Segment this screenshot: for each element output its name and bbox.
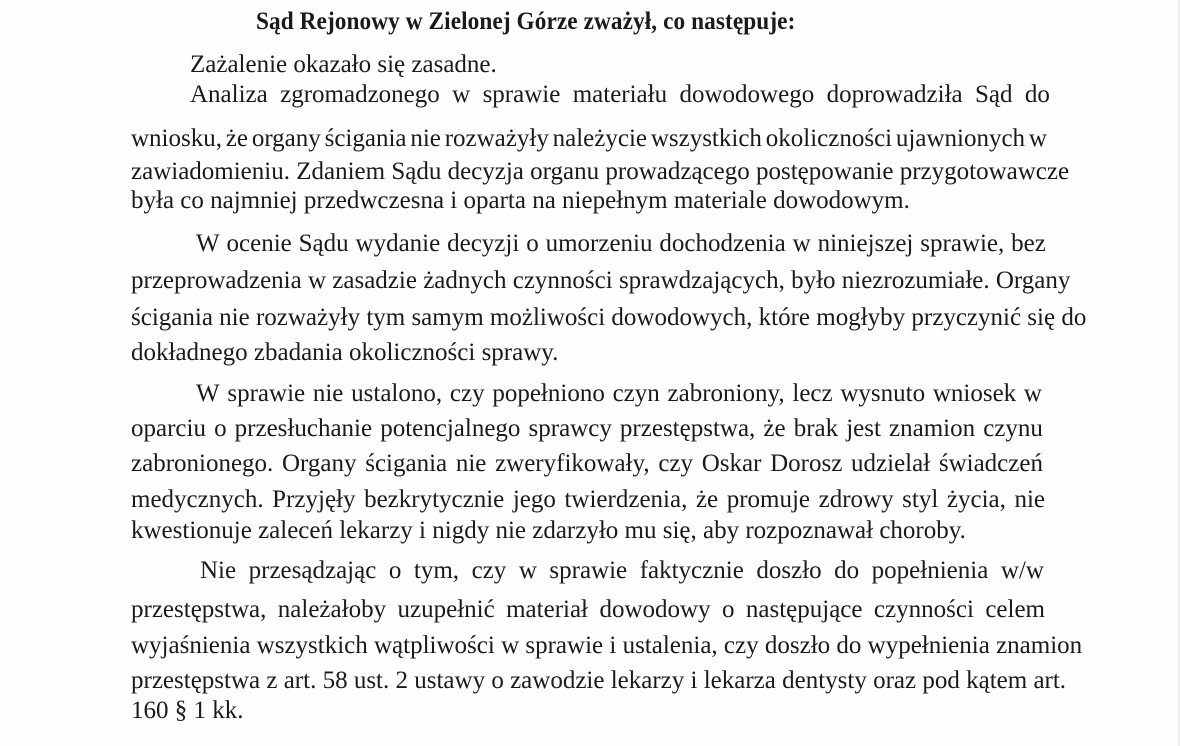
text-line: Nie przesądzając o tym, czy w sprawie faktycznie doszło do popełnienia w/w <box>200 557 1044 584</box>
text-line: przeprowadzenia w zasadzie żadnych czynności sprawdzających, było niezrozumiałe. Organy <box>131 267 1071 294</box>
text-line: zawiadomieniu. Zdaniem Sądu decyzja organu prowadzącego postępowanie przygotowawcze <box>131 158 1070 185</box>
text-line: Zażalenie okazało się zasadne. <box>190 51 497 78</box>
text-line: W sprawie nie ustalono, czy popełniono czyn zabroniony, lecz wysnuto wniosek w <box>196 380 1042 407</box>
text-line: oparciu o przesłuchanie potencjalnego sprawcy przestępstwa, że brak jest znamion czynu <box>131 415 1043 442</box>
text-line: ścigania nie rozważyły tym samym możliwości dowodowych, które mogłyby przyczynić się do <box>131 304 1087 331</box>
text-line: była co najmniej przedwczesna i oparta na niepełnym materiale dowodowym. <box>131 187 910 214</box>
text-line: 160 § 1 kk. <box>131 697 244 724</box>
text-line: wniosku, że organy ścigania nie rozważyły należycie wszystkich okoliczności ujawnionych w <box>131 125 1047 152</box>
text-line: medycznych. Przyjęły bezkrytycznie jego twierdzenia, że promuje zdrowy styl życia, nie <box>131 486 1045 513</box>
text-line: W ocenie Sądu wydanie decyzji o umorzeniu dochodzenia w niniejszej sprawie, bez <box>196 230 1046 257</box>
text-line: kwestionuje zaleceń lekarzy i nigdy nie zdarzyło mu się, aby rozpoznawał choroby. <box>131 517 966 544</box>
text-line: wyjaśnienia wszystkich wątpliwości w sprawie i ustalenia, czy doszło do wypełnienia znamion <box>131 632 1083 659</box>
text-line: przestępstwa, należałoby uzupełnić materiał dowodowy o następujące czynności celem <box>131 596 1045 623</box>
text-line: Analiza zgromadzonego w sprawie materiału dowodowego doprowadziła Sąd do <box>190 81 1050 108</box>
text-line: przestępstwa z art. 58 ust. 2 ustawy o zawodzie lekarzy i lekarza dentysty oraz pod kątem art. <box>131 667 1067 694</box>
text-line: zabronionego. Organy ścigania nie zweryfikowały, czy Oskar Dorosz udzielał świadczeń <box>131 450 1043 477</box>
text-line: dokładnego zbadania okoliczności sprawy. <box>131 339 559 366</box>
document-heading: Sąd Rejonowy w Zielonej Górze zważył, co następuje: <box>255 8 796 35</box>
